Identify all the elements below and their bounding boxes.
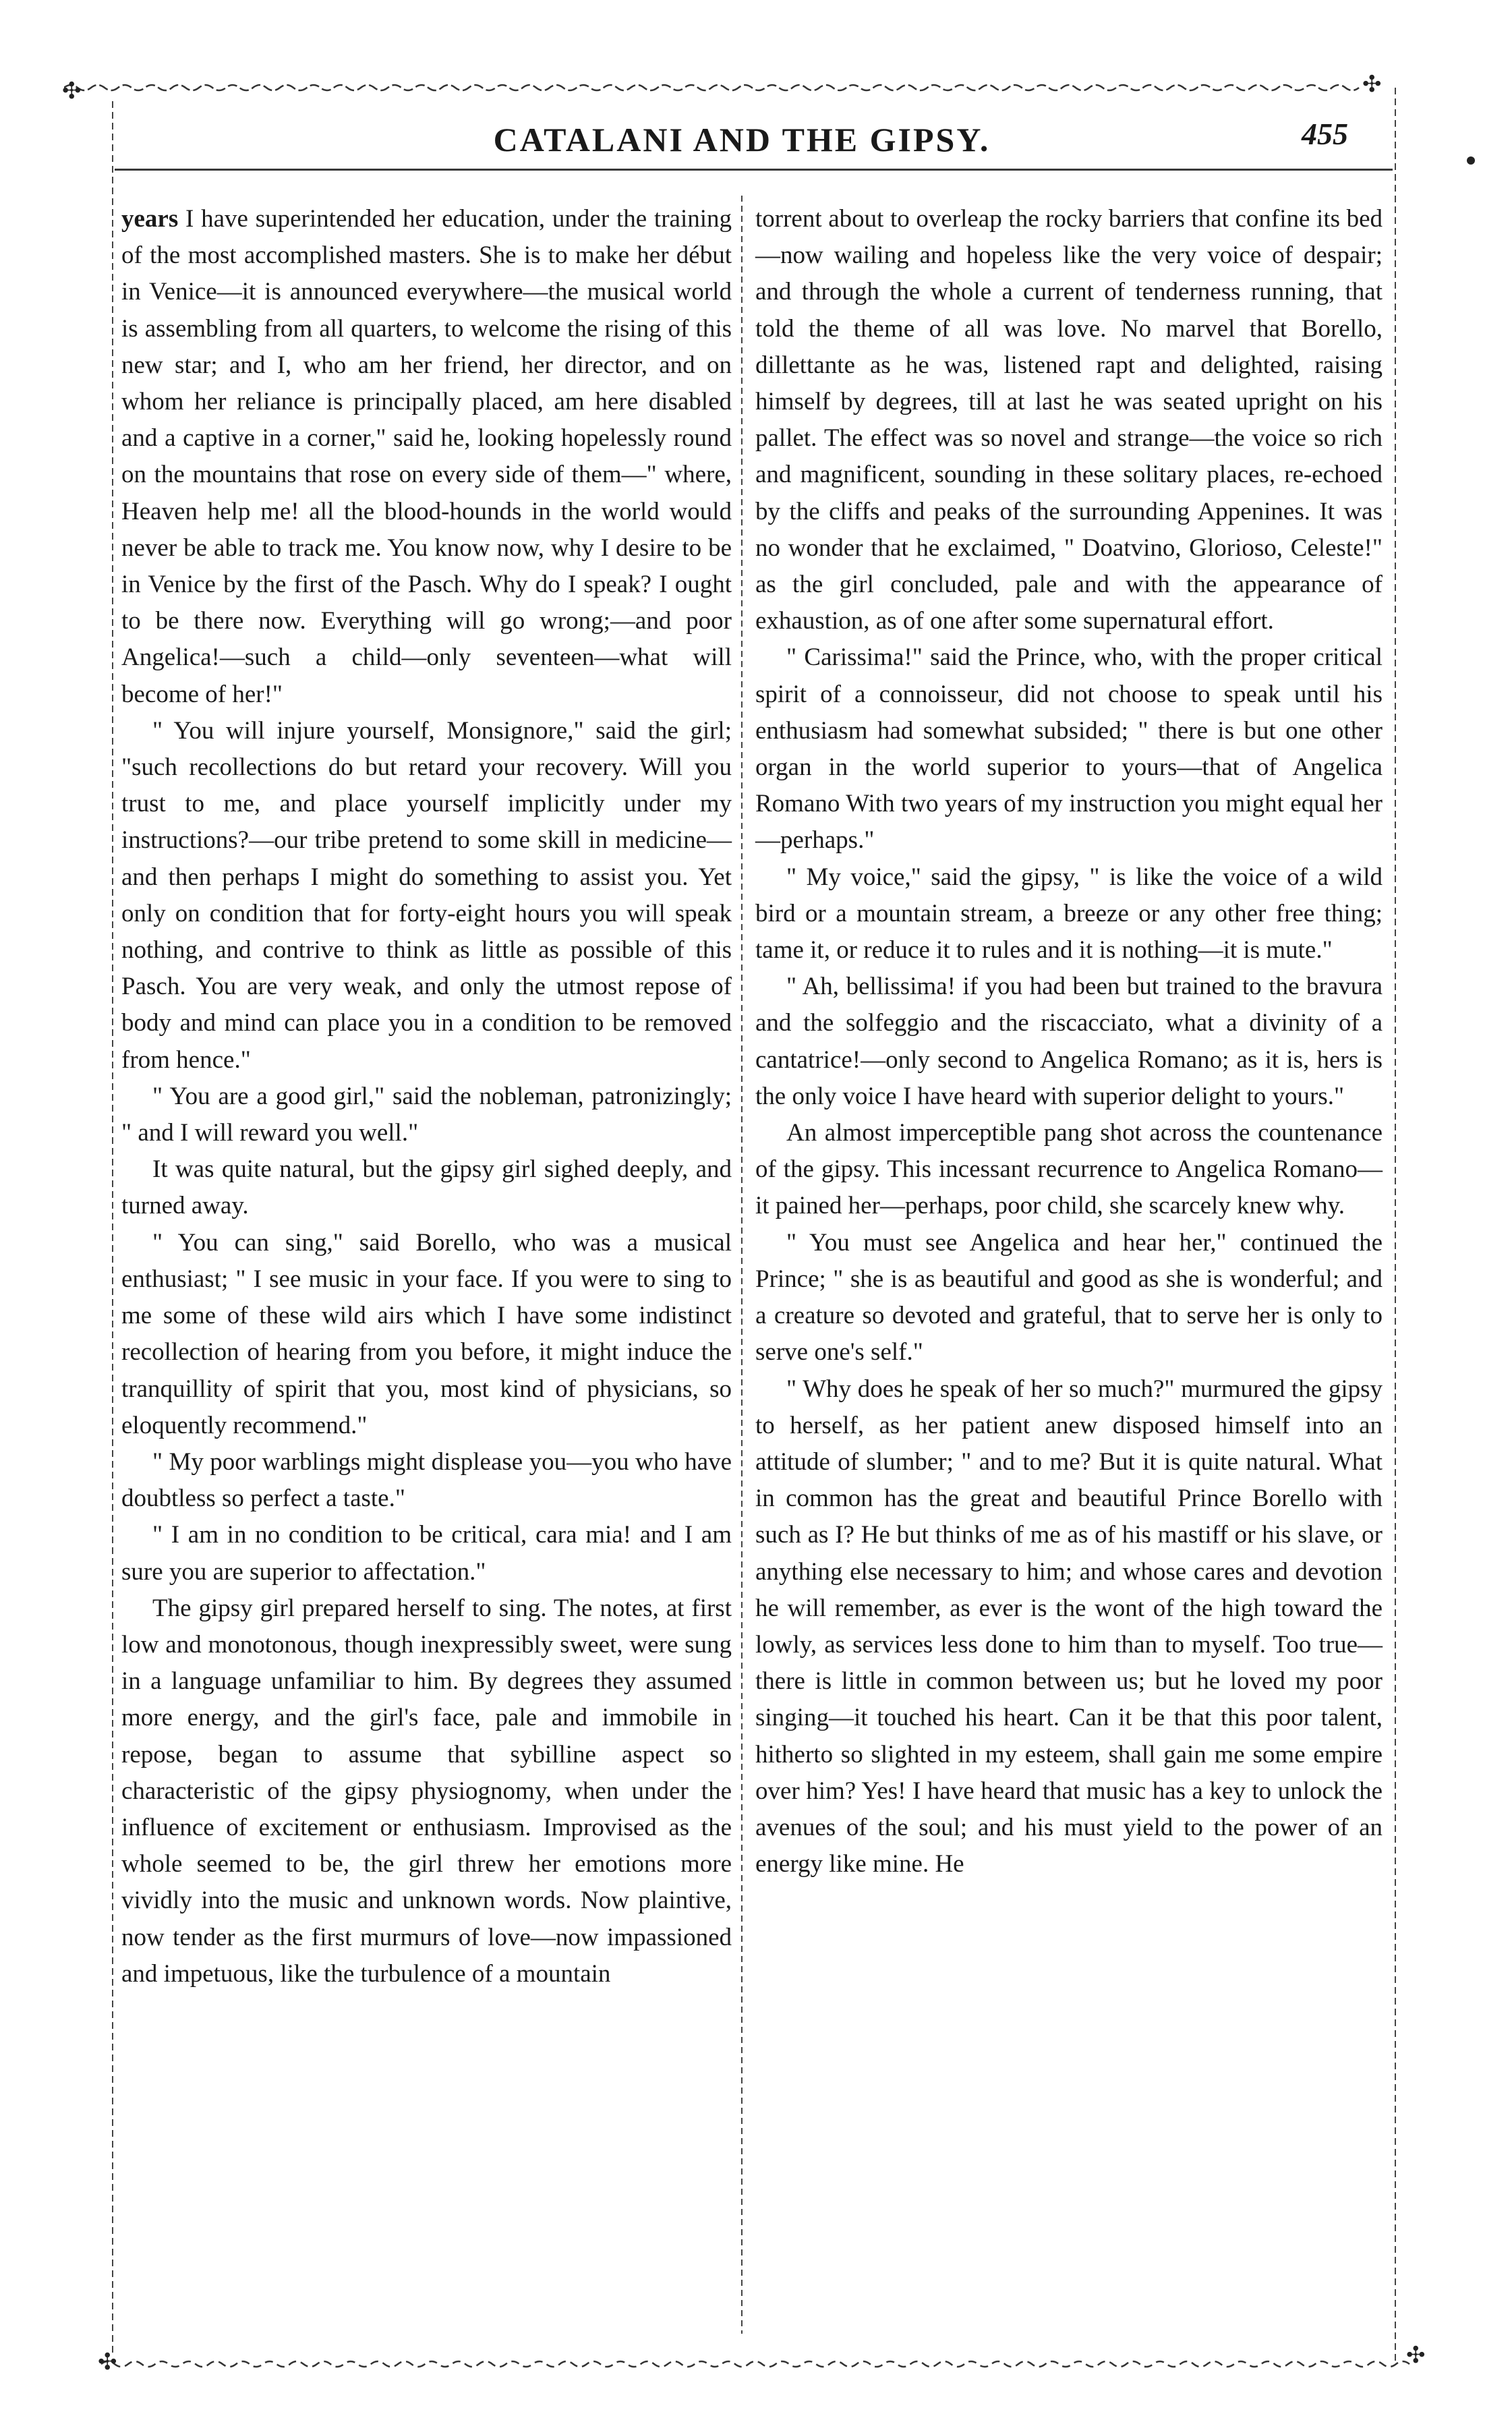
column-divider	[737, 196, 747, 2334]
bottom-wavy-border	[101, 2357, 1416, 2371]
paragraph: " My voice," said the gipsy, " is like the voice of a wild bird or a mountain stream, a breeze or any other free thing; tame it, or reduce it to rules and it is nothing—it is mute."	[755, 863, 1383, 965]
header-rule	[115, 169, 1393, 171]
page-number: 455	[1302, 117, 1348, 151]
paragraph: " My poor warblings might displease you—you who have doubtless so perfect a taste."	[121, 1447, 732, 1513]
right-column	[755, 201, 1383, 1882]
paragraph: " You must see Angelica and hear her," continued the Prince; " she is as beautiful and good as she is wonderful; and a creature so devoted and grateful, that to serve her is only to serve one's self."	[755, 1228, 1383, 1367]
paragraph: " You will injure yourself, Monsignore," said the girl; "such recollections do but retard your recovery. Will you trust to me, and place yourself implicitly under my instructions?—our tribe pretend to some skill in medicine—and then perhaps I might do something to assist you. Yet only on condition that for forty-eight hours you will speak nothing, and contrive to think as little as possible of this Pasch. You are very weak, and only the utmost repose of body and mind can place you in a condition to be removed from hence."	[121, 716, 732, 1074]
left-wavy-border	[108, 101, 117, 2354]
paragraph: " You are a good girl," said the nobleman, patronizingly; " and I will reward you well."	[121, 1082, 732, 1147]
paragraph: torrent about to overleap the rocky barriers that confine its bed—now wailing and hopeless like the very voice of despair; and through the whole a current of tenderness running, that told the theme of all was love. No marvel that Borello, dillettante as he was, listened rapt and delighted, raising himself by degrees, till at last he was seated upright on his pallet. The effect was so novel and strange—the voice so rich and magnificent, sounding in these solitary places, re-echoed by the cliffs and peaks of the surrounding Appenines. It was no wonder that he exclaimed, " Doatvino, Glorioso, Celeste!" as the girl concluded, pale and with the appearance of exhaustion, as of one after some supernatural effort.	[755, 205, 1383, 635]
running-title: CATALANI AND THE GIPSY.	[493, 121, 991, 159]
ornament-icon: ✣	[62, 78, 82, 105]
top-wavy-border	[64, 81, 1369, 94]
ornament-icon: ✣	[1362, 71, 1382, 98]
paragraph: An almost imperceptible pang shot across the countenance of the gipsy. This incessant recurrence to Angelica Romano—it pained her—perhaps, poor child, she scarcely knew why.	[755, 1119, 1383, 1220]
margin-dot	[1467, 156, 1475, 165]
right-wavy-border	[1391, 88, 1400, 2361]
ornament-icon: ✣	[1406, 2342, 1426, 2369]
paragraph: " Ah, bellissima! if you had been but trained to the bravura and the solfeggio and the riscacciato, what a divinity of a cantatrice!—only second to Angelica Romano; as it is, hers is the only voice I have heard with superior delight to yours."	[755, 973, 1383, 1110]
paragraph: " I am in no condition to be critical, cara mia! and I am sure you are superior to affectation."	[121, 1521, 732, 1586]
paragraph: The gipsy girl prepared herself to sing. The notes, at first low and monotonous, though inexpressibly sweet, were sung in a language unfamiliar to him. By degrees they assumed more energy, and the girl's face, pale and immobile in repose, began to assume that sybilline aspect so characteristic of the gipsy physiognomy, when under the influence of excitement or enthusiasm. Improvised as the whole seemed to be, the girl threw her emotions more vividly into the music and unknown words. Now plaintive, now tender as the first murmurs of love—now impassioned and impetuous, like the turbulence of a mountain	[121, 1594, 732, 1988]
paragraph-text: I have superintended her education, under the training of the most accomplished masters. She is to make her début in Venice—it is announced everywhere—the musical world is assembling from all quarters, to welcome the rising of this new star; and I, who am her friend, her director, and on whom her reliance is principally placed, am here disabled and a captive in a corner," said he, looking hopelessly round on the mountains that rose on every side of them—" where, Heaven help me! all the blood-hounds in the world would never be able to track me. You know now, why I desire to be in Venice by the first of the Pasch. Why do I speak? I ought to be there now. Everything will go wrong;—and poor Angelica!—such a child—only seventeen—what will become of her!"	[121, 205, 732, 708]
ornament-icon: ✣	[98, 2349, 117, 2376]
paragraph: " Carissima!" said the Prince, who, with the proper critical spirit of a connoisseur, did not choose to speak until his enthusiasm had somewhat subsided; " there is but one other organ in the world superior to yours—that of Angelica Romano With two years of my instruction you might equal her—perhaps."	[755, 643, 1383, 855]
left-column	[121, 201, 732, 1992]
paragraph: It was quite natural, but the gipsy girl sighed deeply, and turned away.	[121, 1155, 732, 1220]
paragraph: " You can sing," said Borello, who was a musical enthusiast; " I see music in your face. If you were to sing to me some of these wild airs which I have some indistinct recollection of hearing from you before, it might induce the tranquillity of spirit that you, most kind of physicians, so eloquently recommend."	[121, 1228, 732, 1439]
paragraph	[121, 201, 732, 713]
lead-word: years	[121, 205, 179, 233]
paragraph: " Why does he speak of her so much?" murmured the gipsy to herself, as her patient anew disposed himself into an attitude of slumber; " and to me? But it is quite natural. What in common has the great and beautiful Prince Borello with such as I? He but thinks of me as of his mastiff or his slave, or anything else necessary to him; and whose cares and devotion he will remember, as ever is the wont of the high toward the lowly, as services less done to him than to myself. Too true—there is little in common between us; but he loved my poor singing—it touched his heart. Can it be that this poor talent, hitherto so slighted in my esteem, shall gain me some empire over him? Yes! I have heard that music has a key to unlock the avenues of the soul; and his must yield to the power of an energy like mine. He	[755, 1375, 1383, 1878]
